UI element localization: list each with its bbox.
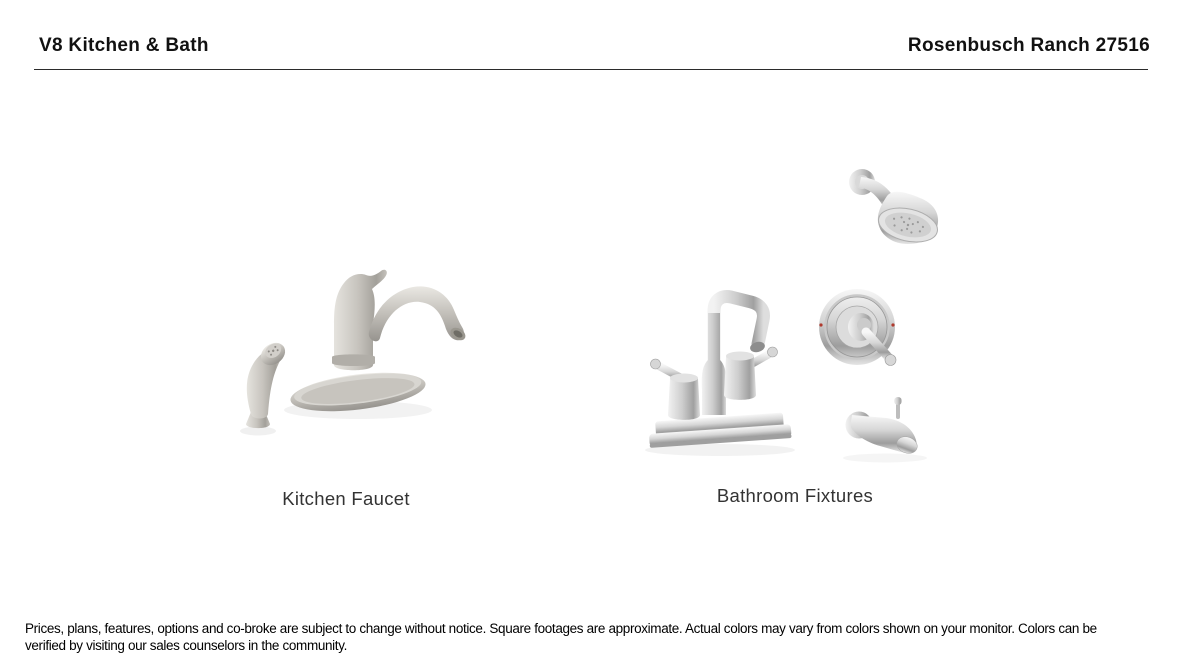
kitchen-faucet-image <box>225 262 475 437</box>
faucet-column <box>702 313 727 415</box>
page-title: V8 Kitchen & Bath <box>39 35 209 56</box>
disclaimer-line-1: Prices, plans, features, options and co-broke are subject to change without notice. Square footages are approximate. Actual colors may vary from colors shown on your monitor. Colors can be <box>25 621 1097 636</box>
header-divider <box>34 69 1148 70</box>
side-sprayer <box>246 338 289 428</box>
disclaimer-text <box>25 621 1170 654</box>
bathroom-faucet <box>645 297 795 456</box>
shower-head <box>849 169 941 247</box>
right-handle <box>724 347 778 400</box>
tub-spout <box>843 397 927 463</box>
cold-indicator-dot <box>891 323 894 326</box>
disclaimer-line-2: verified by visiting our sales counselors in the community. <box>25 637 347 653</box>
plan-title: Rosenbusch Ranch 27516 <box>907 35 1150 56</box>
bathroom-fixtures-caption: Bathroom Fixtures <box>716 485 874 506</box>
kitchen-faucet-caption: Kitchen Faucet <box>282 488 410 509</box>
bathroom-fixtures-image <box>640 155 960 465</box>
kitchen-faucet-figure <box>225 262 475 437</box>
shower-valve-trim <box>819 289 896 366</box>
faucet-collar <box>332 354 375 366</box>
left-handle <box>651 359 701 420</box>
bathroom-fixtures-figure <box>640 155 960 465</box>
diverter-knob <box>894 397 902 405</box>
faucet-deck <box>648 412 791 448</box>
hot-indicator-dot <box>819 323 822 326</box>
faucet-spout <box>369 286 464 341</box>
